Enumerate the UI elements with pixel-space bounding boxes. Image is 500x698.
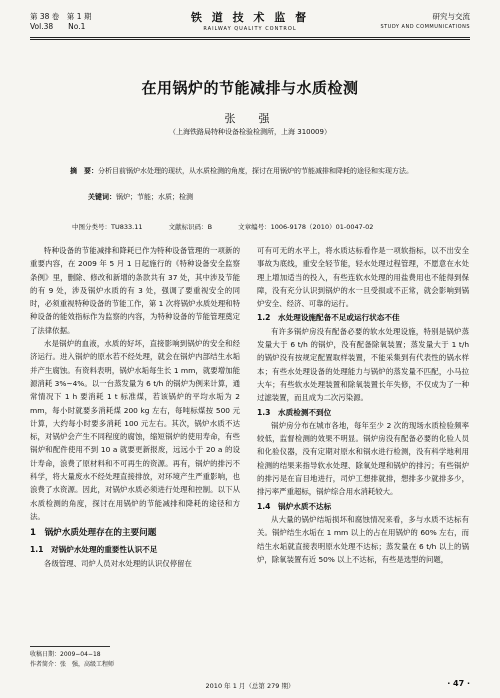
subsection-heading: 1.1 对锅炉水处理的重要性认识不足 <box>30 545 158 555</box>
page-number: · 47 · <box>447 679 470 688</box>
section-heading: 1 锅炉水质处理存在的主要问题 <box>30 528 157 539</box>
journal-name-zh: 铁 道 技 术 监 督 <box>190 11 310 24</box>
paragraph: 特种设备的节能减排和降耗已作为特种设备管理的一项新的重要内容，在 2009 年 5 月 1 日起施行的《特种设备安全监察条例》里，删除、修改和新增的条款共有 37 处，其中涉及节能的有 9 处，涉及锅炉水质的有 3 处，强调了要重视安全的同时，必须重视特种设备的节能工作，第 1 次将锅炉水质处理和特种设备的能效指标作为监察的内容，为特种设备的节能管理奠定了法律依据。 <box>30 246 240 335</box>
journal-name-en: RAILWAY QUALITY CONTROL <box>203 26 297 32</box>
keywords-text: 锅炉；节能；水质；检测 <box>116 193 193 201</box>
paragraph: 水是锅炉的血液，水质的好坏，直接影响到锅炉的安全和经济运行。进入锅炉的原水若不经处理，就会在锅炉内部结生水垢并产生腐蚀。有资料表明，锅炉水垢每生长 1 mm，就要增加能源消耗 3%~4%。以一台蒸发量为 6 t/h 的锅炉为例来计算，通常情况下 1 h 要消耗 1 t 标准煤，若该锅炉的平均水垢为 2 mm，每小时就要多消耗煤 200 kg 左右，每吨标煤按 500 元计算，大约每小时要多消耗 100 元左右。其次，锅炉水质不达标，对锅炉会产生不同程度的腐蚀，缩短锅炉的使用寿命，有些锅炉和配件使用不到 10 a 就要更新报废，远远小于 20 a 的设计寿命，浪费了原材料和不可再生的资源。再有，锅炉的排污不科学，将大量废水不经处理直接排放，对环境产生严重影响，也浪费了水资源。因此，对锅炉水质必须进行处理和控制。以下从水质检测的角度，探讨在用锅炉的节能减排和降耗的途径和方法。 <box>30 339 240 521</box>
section-name-en: STUDY AND COMMUNICATIONS <box>380 24 470 30</box>
footnote <box>30 650 114 670</box>
paragraph: 可有可无的水平上，将水质达标看作是一项软指标，以不出安全事故为底线，重安全轻节能，轻水处理过程管理，不愿意在水处理上增加适当的投入，有些连软水处理的用盐费用也不能得到保障，没有充分认识到锅炉的水一旦受损或不正常，就会影响到锅炉安全、经济、可靠的运行。 <box>257 246 469 309</box>
clc-number: 中图分类号：TU833.11 <box>72 223 143 231</box>
article-meta <box>72 222 395 231</box>
subsection-heading: 1.3 水质检测不到位 <box>257 407 332 417</box>
paragraph: 有许多锅炉房没有配备必要的软水处理设施，特别是锅炉蒸发量大于 6 t/h 的锅炉，没有配备除氧装置；蒸发量大于 1 t/h 的锅炉没有按规定配置取样装置，不能采集到有代表性的锅水样本；有些水处理设备的处理能力与锅炉的蒸发量不匹配，小马拉大车；有些软水处理装置和除氧装置长年失修，不仅成为了一种过滤装置，而且成为二次污染源。 <box>257 326 469 403</box>
author-bio: 作者简介：张 强，高级工程师 <box>30 661 115 668</box>
section-name-zh: 研究与交流 <box>432 12 470 21</box>
keywords <box>88 192 193 202</box>
author-name: 张 强 <box>224 112 276 125</box>
header-rule-thin <box>30 39 470 40</box>
paragraph: 从大量的锅炉结垢损坏和腐蚀情况来看，多与水质不达标有关。锅炉结生水垢在 1 mm 以上的占在用锅炉的 60% 左右，而结生水垢就直接表明原水处理不达标；蒸发量在 6 t/h 以上的锅炉，除氧装置有近 50% 以上不达标，有些是选型的问题， <box>257 514 469 564</box>
paragraph: 锅炉房分布在城市各地，每年至少 2 次的现场水质检验频率较低，监督检测的效果不明显。锅炉房没有配备必要的化验人员和化验仪器，没有定期对原水和锅水进行检测，没有科学地利用检测的结果来指导软水处理、除氧处理和锅炉的排污；有些锅炉的排污是在盲目地进行，司炉工想排就排，想排多少就排多少，排污率严重超标，锅炉综合用水消耗较大。 <box>257 420 469 497</box>
volume-number: 第 38 卷 第 1 期 <box>30 12 92 21</box>
section-info <box>380 12 470 32</box>
body-column-left <box>30 244 240 570</box>
body-column-right <box>257 244 469 566</box>
header-rule <box>30 37 470 38</box>
abstract <box>70 165 440 177</box>
subsection-heading: 1.2 水处理设施配备不足或运行状态不佳 <box>257 313 400 323</box>
document-code: 文献标识码：B <box>168 223 213 231</box>
subsection-heading: 1.4 锅炉水质不达标 <box>257 501 332 511</box>
keywords-label: 关键词： <box>88 193 116 201</box>
article-number: 文章编号：1006-9178（2010）01-0047-02 <box>238 223 374 231</box>
article-title: 在用锅炉的节能减排与水质检测 <box>141 79 359 97</box>
received-date: 收稿日期：2009−04−18 <box>30 651 101 658</box>
abstract-label: 摘 要： <box>70 167 98 175</box>
footnote-rule <box>30 646 110 647</box>
author-affiliation: （上海铁路局特种设备检验检测所，上海 310009） <box>169 128 331 136</box>
volume-number-en: Vol.38 No.1 <box>30 22 86 31</box>
paragraph: 各级管理、司炉人员对水处理的认识仅停留在 <box>44 558 192 568</box>
abstract-text: 分析目前锅炉水处理的现状，从水质检测的角度，探讨在用锅炉的节能减排和降耗的途径和实现方法。 <box>98 167 413 175</box>
issue-info: 2010 年 1 月（总第 279 期） <box>205 682 295 690</box>
